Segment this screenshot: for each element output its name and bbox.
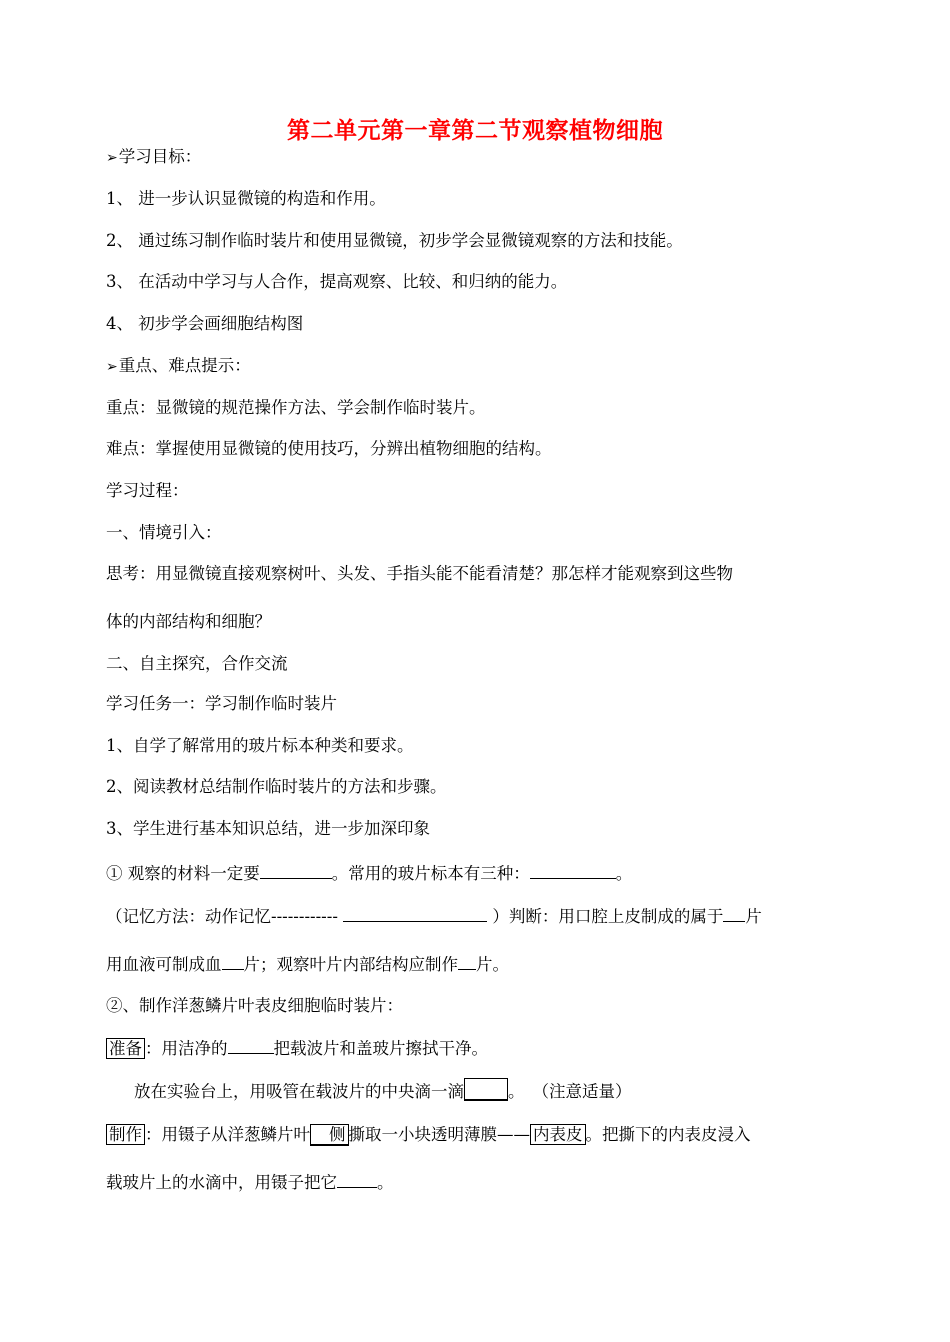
blank[interactable] <box>530 862 616 879</box>
think-question-line1: 思考：用显微镜直接观察树叶、头发、手指头能不能看清楚？那怎样才能观察到这些物 <box>106 564 733 583</box>
think-question-line2: 体的内部结构和细胞？ <box>106 612 271 631</box>
blank[interactable] <box>458 953 476 970</box>
step-item: 1、自学了解常用的玻片标本种类和要求。 <box>106 736 414 755</box>
arrow-bullet-icon: ➢ <box>106 150 118 166</box>
side-box: 侧 <box>310 1124 349 1146</box>
blank[interactable] <box>723 905 745 922</box>
key-point: 重点：显微镜的规范操作方法、学会制作临时装片。 <box>106 398 486 417</box>
make-line: 制作 ：用镊子从洋葱鳞片叶 侧 撕取一小块透明薄膜—— 内表皮 。把撕下的内表皮浸入 <box>106 1124 751 1146</box>
blood-slide-line: 用血液可制成血 片；观察叶片内部结构应制作 片。 <box>106 955 509 974</box>
section-heading: 二、自主探究，合作交流 <box>106 654 288 673</box>
page-title: 第二单元第一章第二节观察植物细胞 <box>287 117 663 144</box>
difficult-point: 难点：掌握使用显微镜的使用技巧，分辨出植物细胞的结构。 <box>106 439 552 458</box>
inner-epidermis-box: 内表皮 <box>530 1124 586 1145</box>
prepare-line: 准备 ：用洁净的 把载波片和盖玻片擦拭干净。 <box>106 1037 488 1060</box>
step-item: 3、学生进行基本知识总结，进一步加深印象 <box>106 819 430 838</box>
objective-item: 3、 在活动中学习与人合作，提高观察、比较、和归纳的能力。 <box>106 272 568 291</box>
blank[interactable] <box>337 1171 377 1188</box>
blank[interactable] <box>464 1078 508 1101</box>
place-line: 放在实验台上，用吸管在载波片的中央滴一滴 。 （注意适量） <box>134 1078 632 1103</box>
memory-method-line: （记忆方法：动作记忆------------ ）判断：用口腔上皮制成的属于 片 <box>106 907 762 926</box>
objective-item: 1、 进一步认识显微镜的构造和作用。 <box>106 189 386 208</box>
key-points-heading: ➢重点、难点提示： <box>106 356 251 375</box>
task-heading: 学习任务一：学习制作临时装片 <box>106 694 337 713</box>
blank[interactable] <box>260 862 332 879</box>
spacer <box>525 1081 533 1101</box>
step-item: 2、阅读教材总结制作临时装片的方法和步骤。 <box>106 777 447 796</box>
blank[interactable] <box>222 953 244 970</box>
fill-question-2: ②、制作洋葱鳞片叶表皮细胞临时装片： <box>106 996 403 1015</box>
process-heading: 学习过程： <box>106 481 189 500</box>
blank[interactable] <box>343 905 487 922</box>
arrow-bullet-icon: ➢ <box>106 359 118 375</box>
make-label: 制作 <box>106 1124 145 1145</box>
last-line: 载玻片上的水滴中，用镊子把它 。 <box>106 1173 394 1192</box>
objective-item: 2、 通过练习制作临时装片和使用显微镜，初步学会显微镜观察的方法和技能。 <box>106 231 683 250</box>
prepare-label: 准备 <box>106 1038 145 1059</box>
section-heading: 一、情境引入： <box>106 523 222 542</box>
blank[interactable] <box>228 1037 274 1054</box>
objectives-heading: ➢学习目标： <box>106 147 202 166</box>
fill-question-1: ① 观察的材料一定要 。常用的玻片标本有三种： 。 <box>106 864 633 883</box>
objective-item: 4、 初步学会画细胞结构图 <box>106 314 304 333</box>
